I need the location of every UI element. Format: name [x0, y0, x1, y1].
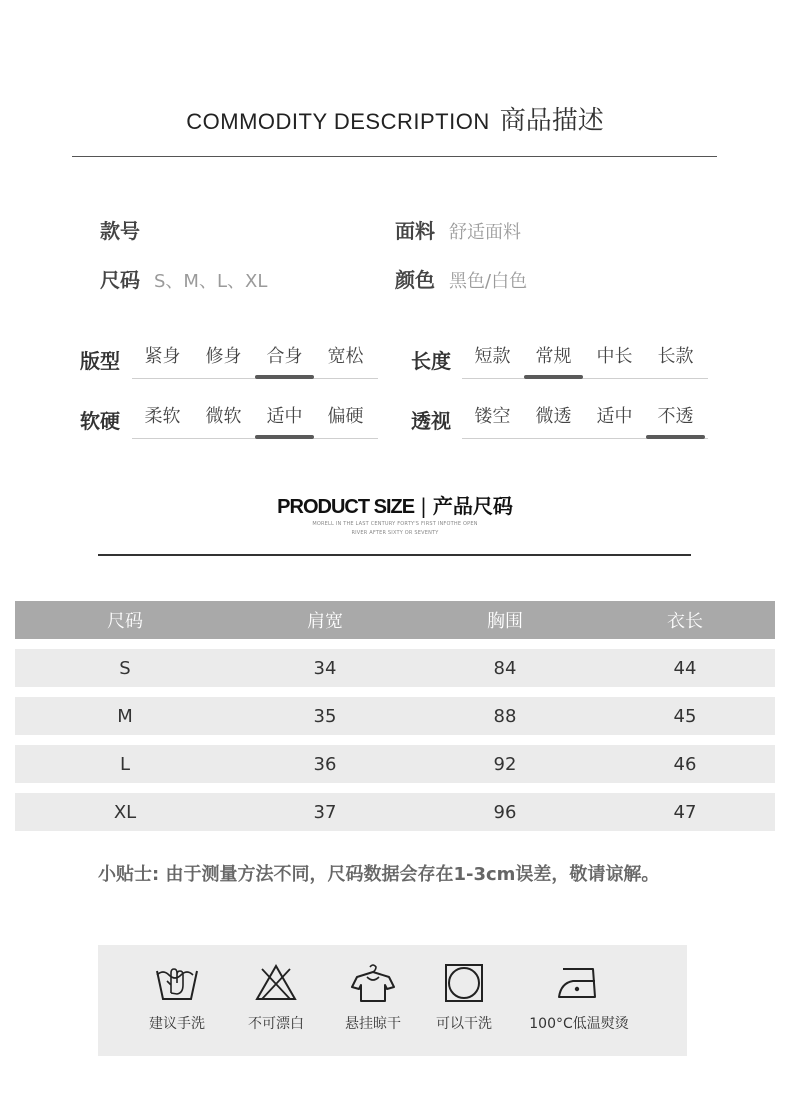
transparency-options [462, 400, 708, 439]
care-item-no-bleach [244, 963, 308, 1033]
header-divider [72, 156, 717, 157]
softness-option[interactable]: 偏硬 [327, 406, 364, 427]
product-size-subtitle-1: MORELL IN THE LAST CENTURY FORTY'S FIRST INFOTHE OPEN [312, 521, 478, 527]
measurement-tip: 小贴士: 由于测量方法不同，尺码数据会存在1-3cm误差，敬请谅解。 [98, 864, 660, 885]
color-row [395, 264, 527, 293]
size-row [100, 264, 267, 293]
care-item-low-iron [524, 963, 634, 1033]
title-english: COMMODITY DESCRIPTION [186, 109, 490, 134]
product-size-title [0, 490, 790, 537]
size-divider [98, 554, 691, 556]
table-row [15, 697, 775, 735]
length-options [462, 340, 708, 379]
fabric-row [395, 215, 521, 244]
column-header: 胸围 [487, 611, 523, 632]
softness-option[interactable]: 适中 [254, 400, 315, 434]
table-cell: 37 [313, 801, 337, 823]
title-chinese: 商品描述 [499, 106, 604, 136]
softness-options [132, 400, 378, 439]
fit-option[interactable]: 紧身 [144, 346, 181, 367]
low-iron-icon [555, 963, 603, 1003]
size-label: 尺码 [100, 268, 140, 292]
product-size-cn: 产品尺码 [432, 494, 513, 518]
product-size-en: PRODUCT SIZE [277, 496, 415, 518]
table-cell: 34 [313, 657, 337, 679]
care-instructions [98, 945, 687, 1056]
table-row [15, 745, 775, 783]
table-cell: 36 [313, 753, 337, 775]
fit-option[interactable]: 宽松 [327, 346, 364, 367]
table-cell: 92 [493, 753, 517, 775]
table-row [15, 793, 775, 831]
table-cell: M [117, 705, 133, 727]
length-option[interactable]: 长款 [657, 346, 694, 367]
table-row [15, 649, 775, 687]
table-cell: 96 [493, 801, 517, 823]
transparency-title: 透视 [411, 409, 451, 433]
softness-option[interactable]: 微软 [205, 406, 242, 427]
table-cell: 47 [673, 801, 697, 823]
column-header: 肩宽 [307, 611, 343, 632]
fabric-label: 面料 [395, 219, 435, 243]
table-cell: L [119, 753, 131, 775]
table-cell: 88 [493, 705, 517, 727]
no-bleach-icon [254, 963, 298, 1003]
fabric-value: 舒适面料 [449, 222, 521, 243]
table-cell: 46 [673, 753, 697, 775]
color-label: 颜色 [395, 268, 435, 292]
table-cell: 44 [673, 657, 697, 679]
transparency-option[interactable]: 微透 [535, 406, 572, 427]
table-cell: 84 [493, 657, 517, 679]
fit-option[interactable]: 修身 [205, 346, 242, 367]
care-item-hand-wash [148, 963, 206, 1033]
transparency-option[interactable]: 不透 [645, 400, 706, 434]
title-separator: | [420, 494, 427, 518]
transparency-option[interactable]: 适中 [596, 406, 633, 427]
softness-option[interactable]: 柔软 [144, 406, 181, 427]
length-title: 长度 [411, 349, 451, 373]
style-no-row [100, 215, 154, 244]
table-cell: 45 [673, 705, 697, 727]
care-label: 不可漂白 [248, 1016, 304, 1032]
transparency-option[interactable]: 镂空 [474, 406, 511, 427]
hang-dry-icon [349, 963, 397, 1003]
style-no-label: 款号 [100, 219, 140, 243]
care-label: 建议手洗 [149, 1016, 205, 1032]
care-item-dry-clean [430, 963, 498, 1033]
page-title [0, 100, 790, 137]
table-cell: XL [113, 801, 137, 823]
softness-title: 软硬 [80, 409, 120, 433]
fit-options [132, 340, 378, 379]
fit-title: 版型 [80, 349, 120, 373]
size-table-header [15, 601, 775, 639]
hand-wash-icon [153, 963, 201, 1003]
fit-option[interactable]: 合身 [254, 340, 315, 374]
product-size-subtitle-2: RIVER AFTER SIXTY OR SEVENTY [351, 530, 439, 536]
dry-clean-icon [444, 963, 484, 1003]
care-label: 悬挂晾干 [345, 1016, 401, 1032]
care-item-hang-dry [338, 963, 408, 1033]
color-value: 黑色/白色 [449, 271, 528, 292]
care-label: 100°C低温熨烫 [529, 1016, 629, 1032]
length-option[interactable]: 常规 [523, 340, 584, 374]
column-header: 尺码 [107, 611, 143, 632]
table-cell: S [119, 657, 131, 679]
size-value: S、M、L、XL [154, 271, 268, 292]
table-cell: 35 [313, 705, 337, 727]
column-header: 衣长 [667, 611, 703, 632]
length-option[interactable]: 中长 [596, 346, 633, 367]
length-option[interactable]: 短款 [474, 346, 511, 367]
care-label: 可以干洗 [436, 1016, 492, 1032]
